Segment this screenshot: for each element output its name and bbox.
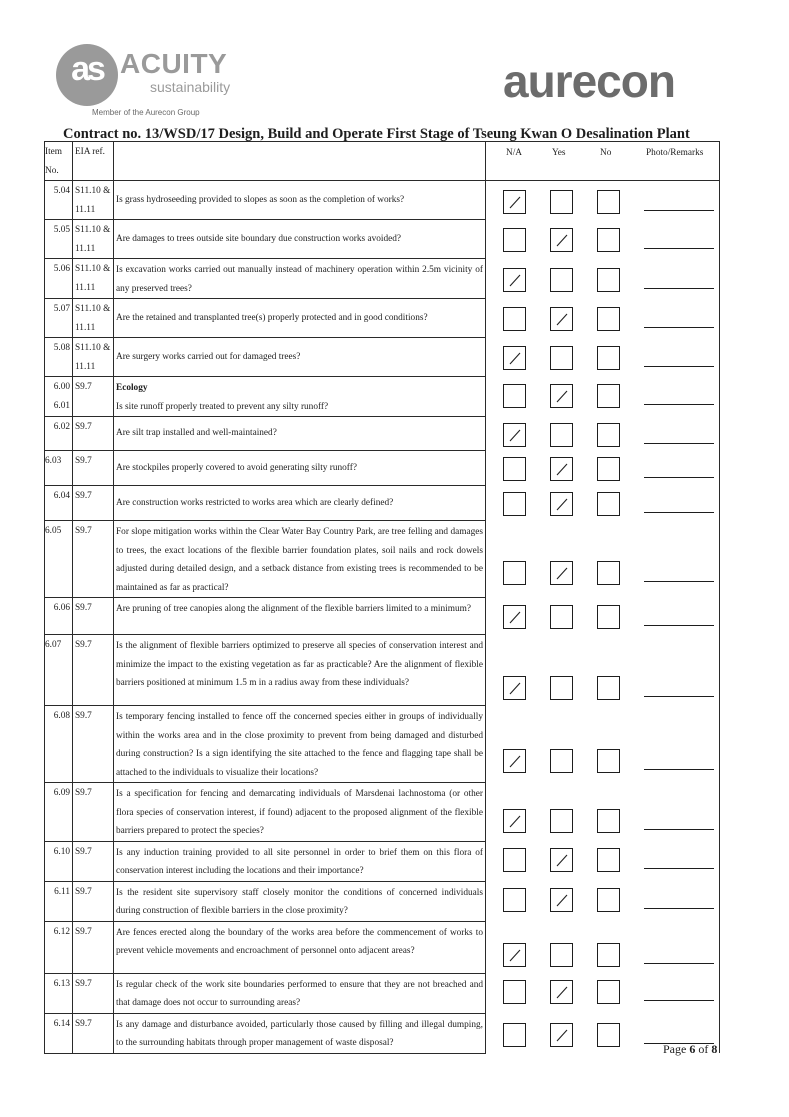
check-cell	[486, 220, 720, 259]
remarks-line[interactable]	[644, 908, 714, 909]
na-checkbox[interactable]	[503, 888, 526, 912]
eia-ref-cell: S11.10 & 11.11	[73, 338, 114, 377]
question-cell	[114, 921, 486, 973]
yes-checkbox[interactable]	[550, 943, 573, 967]
table-row	[45, 486, 720, 521]
eia-ref-cell: S9.7	[73, 973, 114, 1013]
question-cell	[114, 417, 486, 451]
acuity-logo-tagline: sustainability	[150, 79, 231, 95]
yes-checkbox[interactable]	[550, 605, 573, 629]
remarks-line[interactable]	[644, 248, 714, 249]
check-cell	[486, 783, 720, 842]
table-row	[45, 598, 720, 635]
remarks-line[interactable]	[644, 512, 714, 513]
remarks-line[interactable]	[644, 1000, 714, 1001]
table-row	[45, 783, 720, 842]
table-row	[45, 338, 720, 377]
tick-mark-icon	[508, 813, 522, 829]
page-prefix: Page	[663, 1042, 687, 1056]
question-cell	[114, 181, 486, 220]
table-row	[45, 1013, 720, 1053]
eia-ref-cell: S9.7	[73, 521, 114, 598]
item-number-cell: 6.08	[45, 706, 73, 783]
question-text: Is grass hydroseeding provided to slopes as soon as the completion of works?	[116, 194, 405, 205]
remarks-line[interactable]	[644, 288, 714, 289]
tick-mark-icon	[555, 984, 569, 1000]
remarks-line[interactable]	[644, 696, 714, 697]
document-title: Contract no. 13/WSD/17 Design, Build and Operate First Stage of Tseung Kwan O Desalination Plant	[63, 126, 690, 142]
question-cell	[114, 598, 486, 635]
tick-mark-icon	[555, 852, 569, 868]
na-checkbox[interactable]	[503, 492, 526, 516]
tick-mark-icon	[555, 388, 569, 404]
item-number-cell: 5.06	[45, 259, 73, 299]
eia-ref-cell: S11.10 & 11.11	[73, 259, 114, 299]
check-cell	[486, 921, 720, 973]
item-number-cell: 5.08	[45, 338, 73, 377]
section-heading: Ecology	[116, 383, 148, 393]
table-row	[45, 259, 720, 299]
check-cell	[486, 881, 720, 921]
na-checkbox[interactable]	[503, 268, 526, 292]
na-checkbox[interactable]	[503, 943, 526, 967]
no-checkbox[interactable]	[597, 307, 620, 331]
question-text: For slope mitigation works within the Clear Water Bay Country Park, are tree felling and damages to trees, the exact locations of the flexible barrier foundation plates, soil nails and rock dowels adjusted during detailed design, and a setback distance from existing trees is recommended to be maintained as far as practical?	[116, 527, 483, 593]
no-checkbox[interactable]	[597, 384, 620, 408]
table-row	[45, 451, 720, 486]
table-row	[45, 299, 720, 338]
item-number-cell: 6.13	[45, 973, 73, 1013]
eia-ref-cell: S9.7	[73, 417, 114, 451]
eia-ref-cell: S9.7	[73, 486, 114, 521]
page-number	[663, 1042, 717, 1057]
eia-ref-cell: S9.7	[73, 377, 114, 417]
header-remarks: Photo/Remarks	[646, 148, 704, 158]
table-row	[45, 377, 720, 417]
no-checkbox[interactable]	[597, 605, 620, 629]
na-checkbox[interactable]	[503, 848, 526, 872]
check-cell	[486, 451, 720, 486]
header-item-no: Item No.	[45, 142, 73, 181]
item-number-cell: 6.09	[45, 783, 73, 842]
question-cell	[114, 706, 486, 783]
yes-checkbox[interactable]	[550, 268, 573, 292]
yes-checkbox[interactable]	[550, 749, 573, 773]
tick-mark-icon	[555, 565, 569, 581]
question-cell	[114, 377, 486, 417]
question-text: Is excavation works carried out manually instead of machinery operation within 2.5m vicinity of any preserved trees?	[116, 265, 483, 294]
remarks-line[interactable]	[644, 210, 714, 211]
remarks-line[interactable]	[644, 404, 714, 405]
na-checkbox[interactable]	[503, 457, 526, 481]
tick-mark-icon	[555, 892, 569, 908]
check-cell	[486, 417, 720, 451]
na-checkbox[interactable]	[503, 561, 526, 585]
tick-mark-icon	[508, 350, 522, 366]
question-text: Are silt trap installed and well-maintained?	[116, 428, 277, 439]
header-question	[114, 142, 486, 181]
no-checkbox[interactable]	[597, 346, 620, 370]
item-number-cell: 6.03	[45, 451, 73, 486]
check-cell	[486, 486, 720, 521]
no-checkbox[interactable]	[597, 676, 620, 700]
yes-checkbox[interactable]	[550, 346, 573, 370]
eia-ref-cell: S9.7	[73, 841, 114, 881]
eia-ref-cell: S9.7	[73, 921, 114, 973]
item-number-cell: 5.07	[45, 299, 73, 338]
no-checkbox[interactable]	[597, 888, 620, 912]
eia-ref-cell: S9.7	[73, 635, 114, 706]
yes-checkbox[interactable]	[550, 980, 573, 1004]
yes-checkbox[interactable]	[550, 190, 573, 214]
question-cell	[114, 486, 486, 521]
question-text: Are damages to trees outside site boundary due construction works avoided?	[116, 233, 402, 244]
no-checkbox[interactable]	[597, 561, 620, 585]
yes-checkbox[interactable]	[550, 1023, 573, 1047]
check-cell	[486, 973, 720, 1013]
item-number-cell: 6.11	[45, 881, 73, 921]
question-text: Is the resident site supervisory staff closely monitor the conditions of concerned individuals during construction of flexible barriers in the close proximity?	[116, 887, 483, 916]
check-cell	[486, 377, 720, 417]
na-checkbox[interactable]	[503, 228, 526, 252]
question-cell	[114, 973, 486, 1013]
no-checkbox[interactable]	[597, 809, 620, 833]
question-text: Are stockpiles properly covered to avoid generating silty runoff?	[116, 462, 357, 473]
question-text: Are construction works restricted to works area which are clearly defined?	[116, 497, 394, 508]
yes-checkbox[interactable]	[550, 561, 573, 585]
yes-checkbox[interactable]	[550, 457, 573, 481]
question-text: Is the alignment of flexible barriers optimized to preserve all species of conservation interest and minimize the impact to the existing vegetation as far as practicable? Are the alignment of flexible barriers positioned at minimum 1.5 m in a radius away from these individuals?	[116, 641, 483, 688]
no-checkbox[interactable]	[597, 492, 620, 516]
question-text: Are surgery works carried out for damaged trees?	[116, 351, 301, 362]
check-cell	[486, 841, 720, 881]
page-total: 8	[711, 1042, 718, 1056]
table-header-row	[45, 142, 720, 181]
na-checkbox[interactable]	[503, 423, 526, 447]
check-cell	[486, 259, 720, 299]
item-number-cell: 6.06	[45, 598, 73, 635]
yes-checkbox[interactable]	[550, 423, 573, 447]
yes-checkbox[interactable]	[550, 888, 573, 912]
eia-ref-cell: S9.7	[73, 598, 114, 635]
yes-checkbox[interactable]	[550, 809, 573, 833]
no-checkbox[interactable]	[597, 848, 620, 872]
remarks-line[interactable]	[644, 963, 714, 964]
tick-mark-icon	[555, 1027, 569, 1043]
aurecon-logo-name: aurecon	[503, 55, 675, 107]
tick-mark-icon	[508, 680, 522, 696]
check-cell	[486, 706, 720, 783]
table-row	[45, 706, 720, 783]
table-row	[45, 881, 720, 921]
item-number-cell: 6.12	[45, 921, 73, 973]
question-cell	[114, 338, 486, 377]
item-number-cell: 6.07	[45, 635, 73, 706]
na-checkbox[interactable]	[503, 307, 526, 331]
table-row	[45, 417, 720, 451]
header-na: N/A	[506, 148, 523, 158]
header-check-columns	[486, 142, 720, 181]
item-number-cell: 6.05	[45, 521, 73, 598]
tick-mark-icon	[508, 272, 522, 288]
check-cell	[486, 521, 720, 598]
remarks-line[interactable]	[644, 868, 714, 869]
tick-mark-icon	[508, 194, 522, 210]
acuity-logo-name: ACUITY	[120, 48, 228, 79]
eia-ref-cell: S9.7	[73, 783, 114, 842]
no-checkbox[interactable]	[597, 1023, 620, 1047]
no-checkbox[interactable]	[597, 457, 620, 481]
question-cell	[114, 220, 486, 259]
question-cell	[114, 635, 486, 706]
yes-checkbox[interactable]	[550, 228, 573, 252]
question-text: Are pruning of tree canopies along the alignment of the flexible barriers limited to a minimum?	[116, 604, 471, 614]
question-cell	[114, 451, 486, 486]
table-row	[45, 841, 720, 881]
acuity-logo	[56, 44, 256, 120]
yes-checkbox[interactable]	[550, 848, 573, 872]
acuity-member-note: Member of the Aurecon Group	[92, 108, 200, 117]
question-text: Is any induction training provided to all site personnel in order to brief them on this flora of conservation interest including the locations and their importance?	[116, 847, 483, 876]
remarks-line[interactable]	[644, 829, 714, 830]
remarks-line[interactable]	[644, 443, 714, 444]
no-checkbox[interactable]	[597, 190, 620, 214]
no-checkbox[interactable]	[597, 228, 620, 252]
tick-mark-icon	[508, 609, 522, 625]
na-checkbox[interactable]	[503, 605, 526, 629]
no-checkbox[interactable]	[597, 980, 620, 1004]
header-eia-ref: EIA ref.	[73, 142, 114, 181]
eia-ref-cell: S11.10 & 11.11	[73, 299, 114, 338]
remarks-line[interactable]	[644, 769, 714, 770]
na-checkbox[interactable]	[503, 190, 526, 214]
remarks-line[interactable]	[644, 477, 714, 478]
na-checkbox[interactable]	[503, 346, 526, 370]
item-number-cell: 6.02	[45, 417, 73, 451]
yes-checkbox[interactable]	[550, 384, 573, 408]
tick-mark-icon	[555, 311, 569, 327]
table-row	[45, 635, 720, 706]
na-checkbox[interactable]	[503, 676, 526, 700]
yes-checkbox[interactable]	[550, 492, 573, 516]
no-checkbox[interactable]	[597, 749, 620, 773]
question-cell	[114, 299, 486, 338]
aurecon-logo	[503, 50, 723, 110]
eia-ref-cell: S11.10 & 11.11	[73, 181, 114, 220]
table-row	[45, 181, 720, 220]
item-number-cell: 6.10	[45, 841, 73, 881]
yes-checkbox[interactable]	[550, 307, 573, 331]
table-row	[45, 921, 720, 973]
no-checkbox[interactable]	[597, 423, 620, 447]
header-no: No	[600, 148, 612, 158]
question-text: Are the retained and transplanted tree(s) properly protected and in good conditions?	[116, 312, 428, 323]
table-row	[45, 521, 720, 598]
remarks-line[interactable]	[644, 366, 714, 367]
question-cell	[114, 1013, 486, 1053]
question-cell	[114, 881, 486, 921]
page-of: of	[698, 1042, 709, 1056]
check-cell	[486, 181, 720, 220]
eia-ref-cell: S9.7	[73, 706, 114, 783]
tick-mark-icon	[508, 947, 522, 963]
check-cell	[486, 299, 720, 338]
question-text: Is any damage and disturbance avoided, particularly those caused by filling and illegal dumping, to the surrounding habitats through proper management of waste disposal?	[116, 1019, 483, 1048]
na-checkbox[interactable]	[503, 749, 526, 773]
check-cell	[486, 598, 720, 635]
item-number-cell: 5.04	[45, 181, 73, 220]
question-cell	[114, 783, 486, 842]
question-text: Are fences erected along the boundary of the works area before the commencement of works to prevent vehicle movements and encroachment of personnel onto adjacent areas?	[116, 927, 483, 956]
acuity-logo-mark: as	[71, 50, 103, 88]
question-cell	[114, 841, 486, 881]
question-cell	[114, 259, 486, 299]
eia-ref-cell: S11.10 & 11.11	[73, 220, 114, 259]
na-checkbox[interactable]	[503, 809, 526, 833]
table-row	[45, 973, 720, 1013]
question-text: Is regular check of the work site boundaries performed to ensure that they are not breached and that damage does not occur to surrounding areas?	[116, 979, 483, 1008]
eia-ref-cell: S9.7	[73, 451, 114, 486]
checklist-table	[44, 141, 720, 1054]
tick-mark-icon	[508, 753, 522, 769]
na-checkbox[interactable]	[503, 980, 526, 1004]
page-current: 6	[689, 1042, 696, 1056]
question-cell	[114, 521, 486, 598]
remarks-line[interactable]	[644, 625, 714, 626]
item-number-cell: 5.05	[45, 220, 73, 259]
check-cell	[486, 635, 720, 706]
item-number-cell: 6.04	[45, 486, 73, 521]
check-cell	[486, 338, 720, 377]
header-yes: Yes	[552, 148, 566, 158]
na-checkbox[interactable]	[503, 384, 526, 408]
tick-mark-icon	[555, 232, 569, 248]
yes-checkbox[interactable]	[550, 676, 573, 700]
item-number-cell: 6.14	[45, 1013, 73, 1053]
table-row	[45, 220, 720, 259]
eia-ref-cell: S9.7	[73, 881, 114, 921]
remarks-line[interactable]	[644, 327, 714, 328]
question-text: Is site runoff properly treated to prevent any silty runoff?	[116, 401, 329, 412]
na-checkbox[interactable]	[503, 1023, 526, 1047]
eia-ref-cell: S9.7	[73, 1013, 114, 1053]
tick-mark-icon	[508, 427, 522, 443]
question-text: Is temporary fencing installed to fence off the concerned species either in groups of individually within the works area and in the close proximity to prevent from being damaged and disturbed during construction? Is a sign identifying the site attached to the fence and flagging tape shall be attached to the individuals to visualize their locations?	[116, 712, 483, 778]
question-text: Is a specification for fencing and demarcating individuals of Marsdenai lachnostoma (or other flora species of conservation interest, if found) adjacent to the proposed alignment of the flexible barriers prepared to protect the species?	[116, 789, 483, 836]
item-number-cell: 6.00 6.01	[45, 377, 73, 417]
no-checkbox[interactable]	[597, 268, 620, 292]
remarks-line[interactable]	[644, 581, 714, 582]
tick-mark-icon	[555, 461, 569, 477]
no-checkbox[interactable]	[597, 943, 620, 967]
tick-mark-icon	[555, 496, 569, 512]
